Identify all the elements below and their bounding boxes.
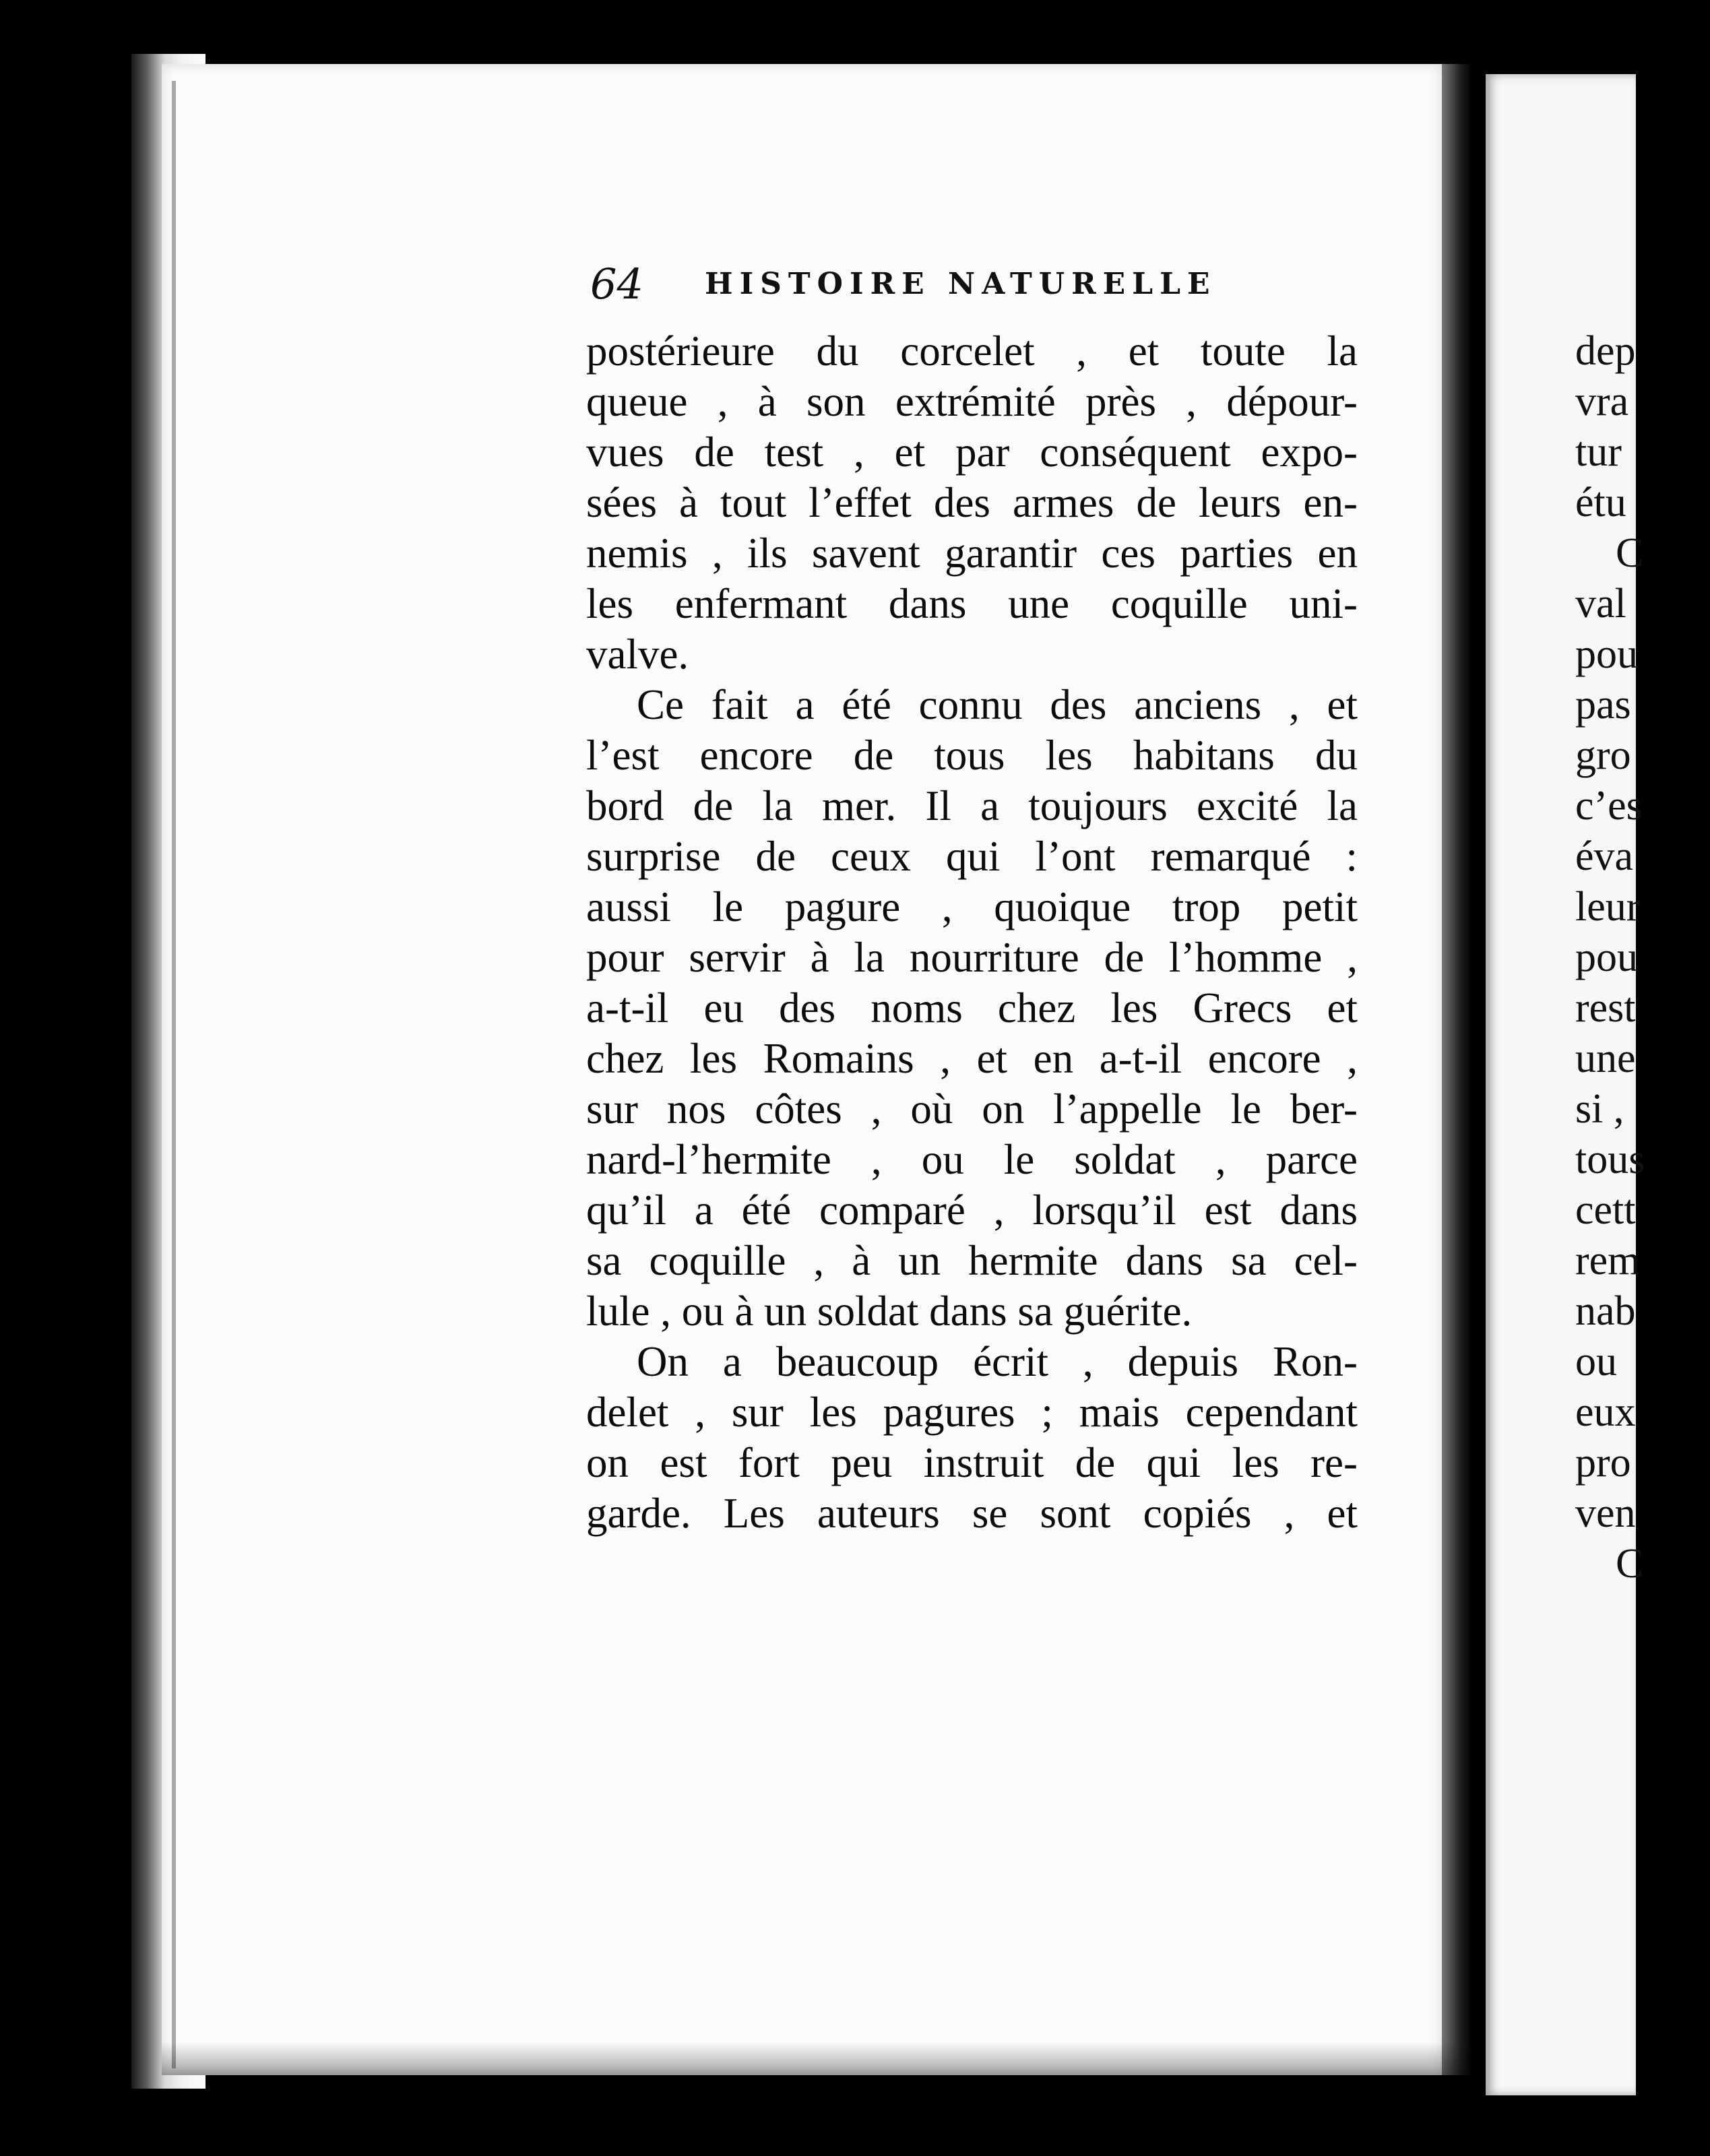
right-text-line: cett	[1575, 1187, 1636, 1233]
right-page-text-fragment	[1575, 326, 1710, 1589]
text-line: nemis , ils savent garantir ces parties en	[586, 530, 1358, 577]
text-line: surprise de ceux qui l’ont remarqué :	[586, 833, 1358, 880]
right-text-line: c’es	[1575, 783, 1643, 829]
right-text-line: dep	[1575, 328, 1636, 374]
text-line: sa coquille , à un hermite dans sa cel-	[586, 1237, 1358, 1284]
header-title: HISTOIRE NATURELLE	[705, 267, 1217, 301]
right-text-line: pas	[1575, 682, 1631, 728]
right-text-line: eux	[1575, 1389, 1636, 1435]
text-line: vues de test , et par conséquent expo-	[586, 429, 1358, 476]
right-text-line: rem	[1575, 1238, 1641, 1283]
right-text-line: gro	[1575, 732, 1631, 778]
right-text-line: une	[1575, 1036, 1636, 1081]
right-text-line: pou	[1575, 631, 1638, 677]
right-text-line: pro	[1575, 1440, 1631, 1486]
text-line: garde. Les auteurs se sont copiés , et	[586, 1490, 1358, 1537]
running-head	[590, 257, 1358, 311]
right-text-line: tous	[1575, 1137, 1645, 1182]
right-text-line: étu	[1575, 480, 1626, 526]
text-line: pour servir à la nourriture de l’homme ,	[586, 934, 1358, 981]
book-gutter	[1442, 64, 1472, 2075]
text-line: On a beaucoup écrit , depuis Ron-	[637, 1338, 1358, 1385]
bottom-shadow	[162, 2041, 1482, 2075]
right-text-line: rest	[1575, 985, 1636, 1031]
text-line: delet , sur les pagures ; mais cependant	[586, 1389, 1358, 1436]
text-line: aussi le pagure , quoique trop petit	[586, 883, 1358, 930]
text-line: bord de la mer. Il a toujours excité la	[586, 782, 1358, 829]
right-text-line: nab	[1575, 1288, 1636, 1334]
text-line: on est fort peu instruit de qui les re-	[586, 1439, 1358, 1486]
text-line: queue , à son extrémité près , dépour-	[586, 378, 1358, 425]
text-line: qu’il a été comparé , lorsqu’il est dans	[586, 1186, 1358, 1234]
text-line: valve.	[586, 631, 689, 678]
body-text	[586, 326, 1358, 1539]
text-line: a-t-il eu des noms chez les Grecs et	[586, 984, 1358, 1032]
text-line: l’est encore de tous les habitans du	[586, 732, 1358, 779]
text-line: sées à tout l’effet des armes de leurs en-	[586, 479, 1358, 526]
right-text-line: si ,	[1575, 1086, 1624, 1132]
text-line: chez les Romains , et en a-t-il encore ,	[586, 1035, 1358, 1082]
right-text-line: ven	[1575, 1490, 1636, 1536]
right-text-line: tur	[1575, 429, 1622, 475]
right-text-line: C	[1616, 1541, 1644, 1587]
right-text-line: leur	[1575, 884, 1641, 930]
text-line: les enfermant dans une coquille uni-	[586, 580, 1358, 627]
right-text-line: C	[1616, 530, 1644, 576]
right-text-line: ou	[1575, 1339, 1617, 1385]
right-text-line: éva	[1575, 833, 1634, 879]
text-line: nard-l’hermite , ou le soldat , parce	[586, 1136, 1358, 1183]
text-line: sur nos côtes , où on l’appelle le ber-	[586, 1085, 1358, 1133]
text-line: postérieure du corcelet , et toute la	[586, 327, 1358, 375]
page-edge-line	[172, 81, 176, 2068]
right-text-line: vra	[1575, 379, 1629, 424]
right-text-line: pou	[1575, 934, 1638, 980]
text-line: Ce fait a été connu des anciens , et	[637, 681, 1358, 728]
text-line: lule , ou à un soldat dans sa guérite.	[586, 1288, 1193, 1335]
page-number: 64	[590, 259, 643, 309]
right-text-line: val	[1575, 581, 1626, 627]
